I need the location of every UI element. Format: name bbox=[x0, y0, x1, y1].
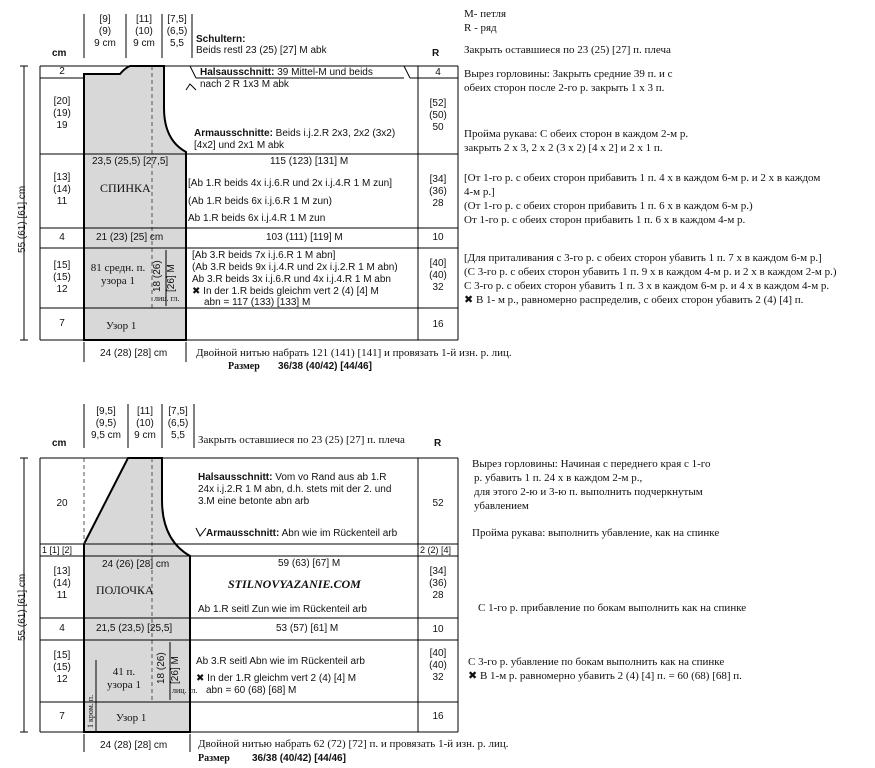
front-height-total: 55 (61) [61] cm bbox=[17, 573, 28, 641]
back-dec-text-2: (Ab 3.R beids 9x i.j.4.R und 2x i.j.2.R 1 M abn) bbox=[192, 262, 398, 273]
front-size-value: 36/38 (40/42) [44/46] bbox=[252, 753, 346, 764]
back-dec-ru-3: С 3-го р. с обеих сторон убавить 1 п. 3 х в каждом 6-м р. и 4 х в каждом 4-м р. bbox=[464, 280, 830, 292]
back-dec-side-value-2: [26] M bbox=[166, 264, 177, 292]
legend-stitch: M- петля bbox=[464, 8, 507, 20]
back-neck-cm: 2 bbox=[59, 66, 65, 77]
front-neck-text-1: Halsausschnitt: Vom vo Rand aus ab 1.R bbox=[198, 472, 387, 483]
front-inc-r: [34] (36) 28 bbox=[429, 566, 447, 601]
back-neck-ru-1: Вырез горловины: Закрыть средние 39 п. и с bbox=[464, 68, 673, 80]
back-height-total: 55 (61) [61] cm bbox=[17, 185, 28, 253]
back-width-col-2: [11] (10) 9 cm bbox=[133, 14, 155, 49]
front-site-watermark: STILNOVYAZANIE.COM bbox=[228, 577, 361, 591]
front-waist-width: 21,5 (23,5) [25,5] bbox=[96, 623, 173, 634]
front-dec-ru-2: ✖ В 1-м р. равномерно убавить 2 (4) [4] п. = 60 (68) [68] п. bbox=[468, 670, 742, 682]
back-inc-text-3: Ab 1.R beids 6x i.j.4.R 1 M zun bbox=[188, 213, 326, 224]
back-width-col-1: [9] (9) 9 cm bbox=[94, 14, 116, 49]
back-dec-side-label: лиц. гл. bbox=[154, 294, 180, 303]
back-waist-stitches: 103 (111) [119] M bbox=[266, 232, 343, 243]
front-dec-text-2: ✖ In der 1.R gleichm vert 2 (4) [4] M bbox=[196, 673, 357, 684]
back-part-label: СПИНКА bbox=[100, 181, 151, 195]
front-waist-stitches: 53 (57) [61] M bbox=[276, 623, 339, 634]
back-rib-cm: 7 bbox=[59, 318, 65, 329]
back-dec-ru-1: [Для приталивания с 3-го р. с обеих сторон убавить 1 п. 7 х в каждом 6-м р.] bbox=[464, 252, 822, 264]
back-arm-text-2: [4x2] und 2x1 M abk bbox=[194, 140, 285, 151]
back-inc-ru-3: (От 1-го р. с обеих сторон прибавить 1 п. 6 х в каждом 6-м р.) bbox=[464, 200, 753, 212]
back-width-col-3: [7,5] (6,5) 5,5 bbox=[166, 14, 188, 49]
back-dec-side-value: 18 (26) bbox=[152, 260, 163, 292]
back-inc-cm: [13] (14) 11 bbox=[53, 172, 71, 207]
back-rib-r: 16 bbox=[432, 319, 444, 330]
back-inc-text-1: [Ab 1.R beids 4x i.j.6.R und 2x i.j.4.R 1 M zun] bbox=[188, 178, 392, 189]
front-width-top: 24 (26) [28] cm bbox=[102, 559, 170, 570]
front-dec-text-1: Ab 3.R seitl Abn wie im Rückenteil arb bbox=[196, 656, 365, 667]
back-waist-width: 21 (23) [25] cm bbox=[96, 232, 164, 243]
front-arm-r: 2 (2) [4] bbox=[420, 545, 452, 555]
back-dec-text-4: ✖ In der 1.R beids gleichm vert 2 (4) [4] M bbox=[192, 286, 379, 297]
legend-row: R - ряд bbox=[464, 22, 497, 34]
front-inc-text: Ab 1.R seitl Zun wie im Rückenteil arb bbox=[198, 604, 367, 615]
back-width-top: 23,5 (25,5) [27,5] bbox=[92, 156, 169, 167]
front-dec-ru-1: С 3-го р. убавление по бокам выполнить как на спинке bbox=[468, 656, 725, 668]
front-stitches-top: 59 (63) [67] M bbox=[278, 558, 341, 569]
front-arm-ru: Пройма рукава: выполнить убавление, как на спинке bbox=[472, 527, 720, 539]
front-neck-r: 52 bbox=[432, 498, 444, 509]
front-dec-side-value: 18 (26) bbox=[156, 652, 167, 684]
back-neck-text: Halsausschnitt: 39 Mittel-M und beids bbox=[200, 67, 373, 78]
back-neck-text-2: nach 2 R 1x3 M abk bbox=[200, 79, 289, 90]
front-neck-ru-4: убавлением bbox=[474, 500, 529, 512]
front-arm-cm: 1 [1] [2] bbox=[42, 545, 73, 555]
back-arm-text: Armausschnitte: Beids i.j.2.R 2x3, 2x2 (3x2) bbox=[194, 128, 396, 139]
back-size-label: Размер bbox=[228, 361, 260, 372]
back-dec-text-5: abn = 117 (133) [133] M bbox=[204, 297, 311, 308]
back-arm-cm: [20] (19) 19 bbox=[53, 96, 71, 131]
back-r-header: R bbox=[432, 48, 440, 59]
back-dec-center: 81 средн. п. узора 1 bbox=[90, 262, 146, 287]
back-waist-r: 10 bbox=[432, 232, 444, 243]
front-width-col-3: [7,5] (6,5) 5,5 bbox=[167, 406, 189, 441]
back-dec-r: [40] (40) 32 bbox=[429, 258, 447, 293]
front-size-label: Размер bbox=[198, 753, 230, 764]
back-neck-ru-2: обеих сторон после 2-го р. закрыть 1 х 3 п. bbox=[464, 82, 665, 94]
back-arm-ru-2: закрыть 2 х 3, 2 х 2 (3 х 2) [4 х 2] и 2 х 1 п. bbox=[464, 142, 663, 154]
front-part-label: ПОЛОЧКА bbox=[96, 583, 154, 597]
front-width-col-2: [11] (10) 9 cm bbox=[134, 406, 156, 441]
front-neck-ru-1: Вырез горловины: Начиная с переднего края с 1-го bbox=[472, 458, 711, 470]
back-neck-r: 4 bbox=[435, 67, 441, 78]
front-rib-label: Узор 1 bbox=[116, 712, 147, 724]
back-dec-cm: [15] (15) 12 bbox=[53, 260, 71, 295]
back-arm-r: [52] (50) 50 bbox=[429, 98, 447, 133]
front-waist-cm: 4 bbox=[59, 623, 65, 634]
front-rib-r: 16 bbox=[432, 711, 444, 722]
front-r-header: R bbox=[434, 438, 442, 449]
front-dec-center: 41 п. узора 1 bbox=[107, 666, 141, 691]
front-neck-cm: 20 bbox=[56, 498, 68, 509]
front-width-col-1: [9,5] (9,5) 9,5 cm bbox=[90, 406, 121, 441]
back-bottom-width: 24 (28) [28] cm bbox=[100, 348, 168, 359]
back-shoulder-text: Beids restl 23 (25) [27] M abk bbox=[196, 45, 327, 56]
front-neck-ru-3: для этого 2-ю и 3-ю п. выполнить подчеркнутым bbox=[474, 486, 703, 498]
front-dec-side-label: лиц. гл. bbox=[172, 686, 198, 695]
back-inc-ru-4: От 1-го р. с обеих сторон прибавить 1 п. 6 х в каждом 4-м р. bbox=[464, 214, 746, 226]
front-neck-text-2: 24x i.j.2.R 1 M abn, d.h. stets mit der 2. und bbox=[198, 484, 392, 495]
front-cm-header: cm bbox=[52, 438, 67, 449]
front-inc-cm: [13] (14) 11 bbox=[53, 566, 71, 601]
back-inc-ru-2: 4-м р.] bbox=[464, 186, 495, 198]
back-stitches-top: 115 (123) [131] M bbox=[270, 156, 349, 167]
front-dec-r: [40] (40) 32 bbox=[429, 648, 447, 683]
front-dec-cm: [15] (15) 12 bbox=[53, 650, 71, 685]
back-cm-header: cm bbox=[52, 48, 67, 59]
back-dec-text-1: [Ab 3.R beids 7x i.j.6.R 1 M abn] bbox=[192, 250, 336, 261]
front-bottom-width: 24 (28) [28] cm bbox=[100, 740, 168, 751]
back-inc-text-2: (Ab 1.R beids 6x i.j.6.R 1 M zun) bbox=[188, 196, 332, 207]
back-cast-on: Двойной нитью набрать 121 (141) [141] и провязать 1-й изн. р. лиц. bbox=[196, 347, 512, 359]
front-edge-label: 1 кром. п. bbox=[86, 694, 95, 728]
back-inc-ru-1: [От 1-го р. с обеих сторон прибавить 1 п. 4 х в каждом 6-м р. и 2 х в каждом bbox=[464, 172, 821, 184]
back-dec-text-3: Ab 3.R beids 3x i.j.6.R und 4x i.j.4.R 1 M abn bbox=[192, 274, 391, 285]
back-inc-r: [34] (36) 28 bbox=[429, 174, 447, 209]
back-shoulder-ru: Закрыть оставшиеся по 23 (25) [27] п. плеча bbox=[464, 44, 671, 56]
back-arm-ru-1: Пройма рукава: С обеих сторон в каждом 2-м р. bbox=[464, 128, 689, 140]
front-shoulder-ru: Закрыть оставшиеся по 23 (25) [27] п. плеча bbox=[198, 434, 405, 446]
back-rib-label: Узор 1 bbox=[106, 320, 137, 332]
front-neck-text-3: 3.M eine betonte abn arb bbox=[198, 496, 310, 507]
front-waist-r: 10 bbox=[432, 624, 444, 635]
front-cast-on: Двойной нитью набрать 62 (72) [72] п. и провязать 1-й изн. р. лиц. bbox=[198, 738, 509, 750]
front-dec-side-value-2: [26] M bbox=[170, 656, 181, 684]
back-shoulder-title: Schultern: bbox=[196, 34, 246, 45]
back-size-value: 36/38 (40/42) [44/46] bbox=[278, 361, 372, 372]
front-arm-text: Armausschnitt: Abn wie im Rückenteil arb bbox=[206, 528, 398, 539]
front-dec-text-3: abn = 60 (68) [68] M bbox=[206, 685, 297, 696]
front-inc-ru: С 1-го р. прибавление по бокам выполнить как на спинке bbox=[478, 602, 747, 614]
back-dec-ru-4: ✖ В 1- м р., равномерно распределив, с обеих сторон убавить 2 (4) [4] п. bbox=[464, 294, 804, 306]
front-neck-ru-2: р. убавить 1 п. 24 х в каждом 2-м р., bbox=[474, 472, 643, 484]
front-rib-cm: 7 bbox=[59, 711, 65, 722]
back-waist-cm: 4 bbox=[59, 232, 65, 243]
back-dec-ru-2: (С 3-го р. с обеих сторон убавить 1 п. 9 х в каждом 4-м р. и 2 х в каждом 2-м р.) bbox=[464, 266, 837, 278]
